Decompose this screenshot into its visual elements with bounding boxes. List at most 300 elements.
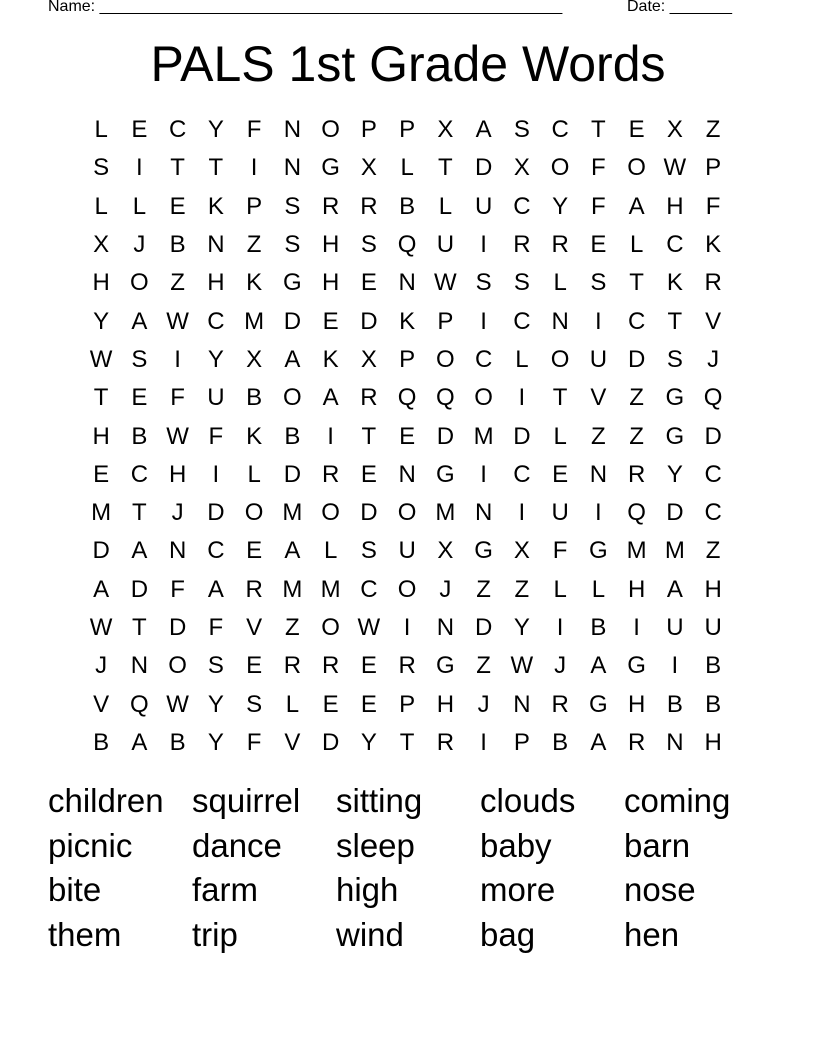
word-list-item: clouds: [480, 782, 576, 819]
grid-letter: B: [666, 690, 683, 718]
grid-letter: A: [475, 116, 492, 144]
word-list-item: hen: [624, 915, 680, 953]
grid-letter: B: [705, 690, 722, 718]
grid-letter: N: [513, 690, 531, 718]
grid-letter: P: [513, 728, 530, 756]
grid-letter: Z: [246, 231, 262, 259]
grid-letter: L: [132, 192, 147, 220]
grid-letter: D: [436, 422, 455, 450]
grid-letter: U: [436, 231, 455, 259]
grid-letter: I: [403, 614, 411, 641]
grid-letter: I: [518, 384, 526, 412]
grid-letter: T: [208, 154, 224, 182]
grid-letter: X: [666, 116, 683, 144]
grid-letter: R: [360, 192, 378, 220]
grid-letter: E: [360, 652, 377, 680]
grid-letter: S: [590, 269, 607, 297]
grid-letter: P: [399, 690, 416, 718]
grid-letter: I: [595, 307, 602, 335]
word-list-item: nose: [624, 871, 696, 908]
grid-letter: D: [474, 614, 493, 641]
grid-letter: G: [589, 690, 608, 718]
grid-letter: D: [704, 422, 722, 450]
grid-letter: H: [321, 269, 340, 297]
grid-letter: P: [360, 116, 377, 144]
grid-letter: U: [398, 537, 416, 565]
grid-letter: E: [399, 422, 416, 450]
grid-letter: S: [513, 116, 530, 144]
grid-letter: W: [663, 154, 687, 182]
grid-letter: K: [207, 192, 224, 220]
grid-letter: M: [91, 499, 112, 527]
header-fields: [48, 0, 748, 16]
word-list-item: children: [48, 782, 164, 819]
grid-letter: D: [513, 422, 531, 450]
word-list-item: bag: [480, 915, 536, 953]
grid-letter: N: [436, 614, 455, 641]
grid-letter: E: [93, 460, 110, 488]
grid-letter: B: [93, 728, 110, 756]
grid-letter: F: [246, 728, 262, 756]
grid-letter: L: [94, 192, 108, 220]
grid-letter: V: [246, 614, 263, 641]
grid-letter: W: [166, 690, 189, 718]
grid-letter: N: [168, 537, 187, 565]
grid-letter: S: [207, 652, 224, 680]
grid-letter: I: [595, 499, 602, 527]
grid-letter: A: [322, 384, 339, 412]
name-field-label: Name: ____________________________________________________: [48, 0, 563, 15]
grid-letter: I: [480, 728, 487, 756]
grid-letter: D: [360, 499, 378, 527]
word-list-item: high: [336, 871, 399, 908]
grid-letter: H: [704, 728, 722, 756]
grid-letter: E: [590, 231, 607, 259]
grid-letter: S: [284, 231, 301, 259]
grid-letter: B: [131, 422, 148, 450]
word-list-item: sleep: [336, 826, 415, 864]
grid-letter: G: [589, 537, 608, 565]
grid-letter: B: [399, 192, 416, 220]
grid-letter: R: [627, 460, 646, 488]
grid-letter: B: [169, 728, 186, 756]
grid-letter: O: [168, 652, 187, 680]
grid-letter: N: [398, 460, 416, 488]
grid-letter: R: [360, 384, 378, 412]
grid-letter: J: [133, 231, 146, 259]
grid-letter: M: [435, 499, 456, 527]
grid-letter: V: [590, 384, 607, 412]
grid-letter: C: [551, 116, 569, 144]
word-list-item: trip: [192, 915, 238, 953]
grid-letter: N: [130, 652, 149, 680]
grid-letter: T: [170, 154, 185, 182]
grid-letter: C: [513, 192, 531, 220]
grid-letter: C: [207, 537, 225, 565]
grid-letter: S: [284, 192, 301, 220]
grid-letter: L: [629, 231, 644, 259]
grid-letter: R: [398, 652, 416, 680]
grid-letter: F: [208, 614, 224, 641]
word-list-item: farm: [192, 871, 258, 908]
grid-letter: H: [627, 575, 646, 603]
grid-letter: N: [283, 116, 302, 144]
grid-letter: F: [246, 116, 262, 144]
grid-letter: I: [633, 614, 640, 641]
grid-letter: K: [246, 269, 263, 297]
grid-letter: I: [518, 499, 526, 527]
grid-letter: I: [136, 154, 143, 182]
word-list: [48, 779, 768, 957]
grid-letter: B: [169, 231, 186, 259]
grid-letter: U: [589, 345, 608, 373]
grid-letter: O: [436, 345, 455, 373]
grid-letter: E: [322, 690, 339, 718]
grid-letter: S: [246, 690, 263, 718]
grid-letter: Y: [360, 728, 377, 756]
grid-letter: E: [628, 116, 645, 144]
grid-letter: E: [131, 116, 148, 144]
grid-letter: C: [513, 307, 531, 335]
grid-letter: G: [665, 422, 685, 450]
grid-letter: T: [552, 384, 568, 412]
letter-grid: [82, 111, 732, 762]
grid-letter: S: [475, 269, 492, 297]
grid-letter: R: [321, 652, 340, 680]
grid-letter: Z: [476, 575, 491, 603]
grid-letter: H: [436, 690, 455, 718]
grid-letter: V: [284, 728, 301, 756]
grid-letter: E: [246, 537, 263, 565]
grid-letter: Q: [397, 231, 417, 259]
grid-letter: M: [320, 575, 341, 603]
grid-letter: N: [207, 231, 225, 259]
grid-letter: Y: [552, 192, 569, 220]
grid-letter: W: [357, 614, 381, 641]
grid-letter: B: [590, 614, 607, 641]
grid-letter: K: [399, 307, 416, 335]
grid-letter: E: [131, 384, 148, 412]
grid-letter: P: [437, 307, 454, 335]
grid-letter: W: [166, 307, 189, 335]
grid-letter: D: [168, 614, 187, 641]
grid-letter: Y: [207, 690, 224, 718]
grid-letter: G: [436, 652, 455, 680]
grid-letter: V: [93, 690, 110, 718]
grid-letter: L: [515, 345, 529, 373]
grid-letter: Z: [629, 422, 644, 450]
grid-letter: K: [666, 269, 683, 297]
grid-letter: T: [399, 728, 415, 756]
grid-letter: O: [397, 499, 417, 527]
grid-letter: D: [283, 460, 302, 488]
grid-letter: C: [130, 460, 149, 488]
grid-letter: L: [591, 575, 606, 603]
grid-letter: Y: [207, 728, 224, 756]
grid-letter: C: [360, 575, 378, 603]
grid-letter: S: [666, 345, 683, 373]
grid-letter: O: [283, 384, 302, 412]
grid-letter: U: [207, 384, 225, 412]
grid-letter: Q: [130, 690, 149, 718]
grid-letter: T: [591, 116, 606, 144]
grid-letter: G: [436, 460, 455, 488]
grid-letter: D: [283, 307, 302, 335]
grid-letter: O: [321, 116, 340, 144]
word-list-item: dance: [192, 826, 282, 864]
grid-letter: Y: [207, 116, 224, 144]
grid-letter: A: [131, 537, 148, 565]
grid-letter: U: [666, 614, 684, 641]
grid-letter: O: [321, 614, 340, 641]
word-list-item: baby: [480, 826, 552, 864]
grid-letter: N: [474, 499, 493, 527]
grid-letter: E: [360, 690, 377, 718]
grid-letter: E: [322, 307, 339, 335]
grid-letter: R: [627, 728, 646, 756]
grid-letter: Y: [93, 307, 110, 335]
grid-letter: T: [667, 307, 683, 335]
grid-letter: M: [244, 307, 265, 335]
grid-letter: B: [284, 422, 301, 450]
grid-letter: N: [551, 307, 569, 335]
grid-letter: L: [553, 575, 567, 603]
grid-letter: X: [360, 154, 377, 182]
grid-letter: C: [704, 460, 722, 488]
grid-letter: Q: [436, 384, 455, 412]
grid-letter: X: [437, 116, 454, 144]
grid-letter: M: [282, 499, 303, 527]
grid-letter: Y: [513, 614, 530, 641]
grid-letter: O: [627, 154, 646, 182]
grid-letter: X: [437, 537, 454, 565]
grid-letter: O: [244, 499, 264, 527]
grid-letter: R: [513, 231, 531, 259]
grid-letter: J: [554, 652, 567, 680]
grid-letter: B: [552, 728, 569, 756]
grid-letter: I: [671, 652, 679, 680]
grid-letter: T: [132, 614, 147, 641]
grid-letter: L: [285, 690, 300, 718]
grid-letter: S: [93, 154, 110, 182]
grid-letter: R: [436, 728, 455, 756]
word-list-item: more: [480, 871, 556, 908]
grid-letter: G: [665, 384, 685, 412]
grid-letter: E: [360, 269, 377, 297]
grid-letter: R: [321, 192, 340, 220]
grid-letter: J: [439, 575, 452, 603]
date-field-label: Date: _______: [627, 0, 732, 15]
grid-letter: N: [666, 728, 684, 756]
word-list-item: them: [48, 915, 122, 953]
grid-letter: D: [321, 728, 340, 756]
word-list-item: coming: [624, 782, 731, 819]
grid-letter: N: [398, 269, 416, 297]
grid-letter: G: [283, 269, 302, 297]
grid-letter: T: [629, 269, 644, 297]
grid-letter: S: [131, 345, 148, 373]
grid-letter: T: [438, 154, 453, 182]
grid-letter: A: [131, 728, 148, 756]
word-list-item: sitting: [336, 782, 423, 819]
grid-letter: K: [246, 422, 263, 450]
grid-letter: M: [664, 537, 685, 565]
grid-letter: E: [246, 652, 263, 680]
grid-letter: S: [360, 537, 377, 565]
grid-letter: T: [93, 384, 109, 412]
grid-letter: J: [707, 345, 720, 373]
grid-letter: I: [250, 154, 258, 182]
grid-letter: W: [89, 614, 113, 641]
page-title: PALS 1st Grade Words: [150, 36, 666, 92]
grid-letter: Y: [666, 460, 683, 488]
grid-letter: J: [171, 499, 184, 527]
grid-letter: C: [513, 460, 531, 488]
grid-letter: E: [552, 460, 569, 488]
grid-letter: V: [705, 307, 722, 335]
grid-letter: P: [399, 345, 416, 373]
grid-letter: I: [480, 460, 487, 488]
grid-letter: I: [480, 231, 487, 259]
grid-letter: I: [212, 460, 220, 488]
grid-letter: Z: [629, 384, 644, 412]
grid-letter: S: [360, 231, 377, 259]
grid-letter: L: [400, 154, 414, 182]
grid-letter: R: [245, 575, 263, 603]
word-list-item: squirrel: [192, 782, 301, 819]
grid-letter: D: [360, 307, 378, 335]
grid-letter: F: [552, 537, 568, 565]
grid-letter: H: [321, 231, 340, 259]
grid-letter: B: [705, 652, 722, 680]
grid-letter: N: [283, 154, 302, 182]
grid-letter: P: [705, 154, 722, 182]
grid-letter: L: [94, 116, 108, 144]
grid-letter: X: [93, 231, 110, 259]
grid-letter: D: [474, 154, 493, 182]
grid-letter: A: [284, 537, 301, 565]
grid-letter: X: [513, 537, 530, 565]
grid-letter: A: [628, 192, 645, 220]
grid-letter: O: [474, 384, 493, 412]
grid-letter: Q: [627, 499, 646, 527]
grid-letter: W: [166, 422, 189, 450]
grid-letter: R: [704, 269, 722, 297]
grid-letter: H: [92, 269, 110, 297]
grid-letter: S: [513, 269, 530, 297]
grid-letter: A: [590, 652, 607, 680]
grid-letter: Z: [476, 652, 491, 680]
grid-letter: H: [666, 192, 684, 220]
grid-letter: I: [174, 345, 181, 373]
grid-letter: L: [438, 192, 453, 220]
grid-letter: W: [434, 269, 457, 297]
grid-letter: M: [282, 575, 303, 603]
grid-letter: F: [170, 384, 185, 412]
grid-letter: L: [553, 422, 567, 450]
grid-letter: A: [590, 728, 607, 756]
grid-letter: D: [207, 499, 225, 527]
grid-letter: H: [704, 575, 722, 603]
grid-letter: R: [551, 231, 569, 259]
grid-letter: I: [327, 422, 334, 450]
grid-letter: K: [705, 231, 722, 259]
grid-letter: Z: [170, 269, 185, 297]
grid-letter: C: [666, 231, 684, 259]
grid-letter: J: [477, 690, 490, 718]
grid-letter: N: [589, 460, 608, 488]
grid-letter: Z: [285, 614, 300, 641]
grid-letter: R: [551, 690, 569, 718]
word-list-item: wind: [336, 915, 404, 953]
grid-letter: D: [92, 537, 110, 565]
grid-letter: C: [168, 116, 187, 144]
grid-letter: D: [130, 575, 149, 603]
grid-letter: U: [474, 192, 493, 220]
grid-letter: R: [283, 652, 302, 680]
grid-letter: U: [551, 499, 569, 527]
grid-letter: Z: [514, 575, 530, 603]
grid-letter: Q: [397, 384, 417, 412]
grid-letter: Q: [703, 384, 723, 412]
grid-letter: F: [591, 192, 606, 220]
grid-letter: R: [321, 460, 340, 488]
grid-letter: H: [168, 460, 187, 488]
grid-letter: G: [627, 652, 646, 680]
word-list-item: barn: [624, 826, 691, 864]
grid-letter: I: [480, 307, 487, 335]
grid-letter: W: [89, 345, 113, 373]
grid-letter: T: [132, 499, 147, 527]
grid-letter: L: [553, 269, 567, 297]
word-list-item: bite: [48, 871, 102, 908]
grid-letter: A: [666, 575, 683, 603]
grid-letter: A: [207, 575, 224, 603]
grid-letter: L: [247, 460, 261, 488]
grid-letter: H: [207, 269, 225, 297]
grid-letter: X: [246, 345, 263, 373]
grid-letter: D: [627, 345, 646, 373]
grid-letter: C: [704, 499, 722, 527]
grid-letter: E: [169, 192, 186, 220]
grid-letter: P: [246, 192, 263, 220]
grid-letter: F: [208, 422, 224, 450]
grid-letter: C: [474, 345, 493, 373]
grid-letter: O: [321, 499, 340, 527]
grid-letter: T: [361, 422, 377, 450]
grid-letter: P: [399, 116, 416, 144]
grid-letter: M: [473, 422, 494, 450]
grid-letter: Y: [207, 345, 224, 373]
grid-letter: Z: [591, 422, 606, 450]
grid-letter: X: [360, 345, 377, 373]
grid-letter: A: [131, 307, 148, 335]
grid-letter: M: [626, 537, 647, 565]
grid-letter: O: [130, 269, 149, 297]
grid-letter: O: [397, 575, 417, 603]
grid-letter: F: [170, 575, 185, 603]
grid-letter: C: [207, 307, 225, 335]
grid-letter: H: [627, 690, 646, 718]
grid-letter: O: [550, 345, 570, 373]
grid-letter: G: [474, 537, 493, 565]
grid-letter: U: [704, 614, 722, 641]
grid-letter: W: [510, 652, 534, 680]
grid-letter: F: [591, 154, 606, 182]
grid-letter: A: [284, 345, 301, 373]
grid-letter: A: [93, 575, 110, 603]
grid-letter: Z: [705, 537, 721, 565]
